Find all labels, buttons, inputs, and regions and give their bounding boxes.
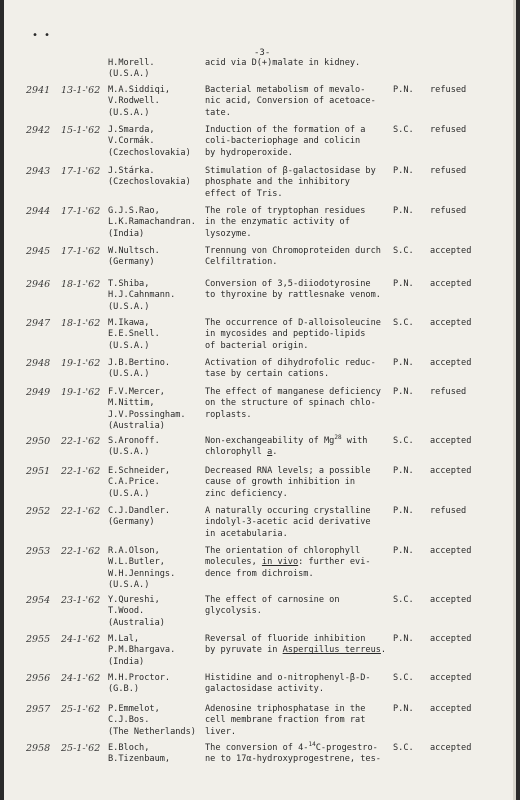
entry-number: 2949 xyxy=(26,387,51,398)
title-text: Activation of dihydrofolic reduc- xyxy=(205,358,376,368)
entry-category: S.C. xyxy=(393,318,414,328)
author-line: E.E.Snell. xyxy=(108,329,160,340)
title-text: nic acid, Conversion of acetoace- xyxy=(205,96,376,107)
author-line: M.Ikawa, xyxy=(108,318,150,328)
author-line: W.H.Jennings. xyxy=(108,568,176,579)
entry-number: 2951 xyxy=(26,466,51,477)
title-line xyxy=(205,58,360,69)
entry-title xyxy=(205,506,371,540)
entry-title xyxy=(205,246,381,269)
title-text: roplasts. xyxy=(205,409,252,420)
entry-number: 2953 xyxy=(26,546,51,557)
title-text: chlorophyll a. xyxy=(205,447,278,458)
entry-title xyxy=(205,58,360,69)
author-line: J.Stárka. xyxy=(108,166,155,176)
entry-authors xyxy=(108,436,160,459)
title-text: to thyroxine by rattlesnake venom. xyxy=(205,290,381,301)
entry-title xyxy=(205,704,365,738)
title-text: by hydroperoxide. xyxy=(205,147,293,158)
title-text: effect of Tris. xyxy=(205,188,283,199)
author-line: (U.S.A.) xyxy=(108,107,150,118)
entry-title xyxy=(205,358,376,381)
title-text: ne to 17α-hydroxyprogestrene, tes- xyxy=(205,754,381,765)
title-line xyxy=(205,489,371,500)
title-line xyxy=(205,436,367,447)
title-line xyxy=(205,358,376,369)
author-line: W.Nultsch. xyxy=(108,246,160,256)
entry-category: P.N. xyxy=(393,634,414,644)
entry-authors xyxy=(108,58,155,81)
entry-title xyxy=(205,634,386,657)
author-line: Y.Qureshi, xyxy=(108,595,160,605)
title-text: glycolysis. xyxy=(205,606,262,617)
author-line: (Germany) xyxy=(108,517,155,528)
entry-title xyxy=(205,673,371,696)
entry-category: S.C. xyxy=(393,436,414,446)
entry-authors xyxy=(108,125,191,159)
entry-date: 19-1-'62 xyxy=(61,387,101,398)
title-text: galactosidase activity. xyxy=(205,684,324,695)
entry-number: 2954 xyxy=(26,595,51,606)
title-text: Celfiltration. xyxy=(205,257,278,268)
title-text: The effect of carnosine on xyxy=(205,595,340,605)
corner-marks: • • xyxy=(32,30,51,41)
entry-date: 18-1-'62 xyxy=(61,318,101,329)
title-text: on the structure of spinach chlo- xyxy=(205,398,376,409)
title-text: dence from dichroism. xyxy=(205,568,314,579)
title-line xyxy=(205,673,371,684)
author-line: M.Lal, xyxy=(108,634,140,644)
entry-title xyxy=(205,546,371,580)
entry-authors xyxy=(108,387,186,433)
title-line xyxy=(205,743,381,754)
entry-title xyxy=(205,125,365,159)
author-line: H.Morell. xyxy=(108,58,155,68)
entry-number: 2958 xyxy=(26,743,51,754)
title-line xyxy=(205,329,381,340)
title-line xyxy=(205,506,371,517)
author-line: (Australia) xyxy=(108,421,165,432)
entry-authors xyxy=(108,206,196,240)
superscript: 14 xyxy=(308,741,316,749)
title-line xyxy=(205,177,376,188)
author-line: P.M.Bhargava. xyxy=(108,645,176,656)
title-line xyxy=(205,410,381,421)
document-page xyxy=(4,0,516,800)
author-line: (Czechoslovakia) xyxy=(108,147,191,158)
title-text: liver. xyxy=(205,726,237,737)
entry-category: S.C. xyxy=(393,246,414,256)
author-line: (U.S.A.) xyxy=(108,447,150,458)
entry-date: 22-1-'62 xyxy=(61,436,101,447)
entry-date: 17-1-'62 xyxy=(61,206,101,217)
entry-title xyxy=(205,206,365,240)
title-text: Stimulation of β-galactosidase by xyxy=(205,166,376,176)
entry-date: 17-1-'62 xyxy=(61,246,101,257)
title-text: in acetabularia. xyxy=(205,528,288,539)
entry-title xyxy=(205,466,371,500)
title-text: lysozyme. xyxy=(205,228,252,239)
title-line xyxy=(205,369,376,380)
title-text: molecules, in vivo: further evi- xyxy=(205,557,371,568)
author-line: C.A.Price. xyxy=(108,477,160,488)
author-line: (India) xyxy=(108,656,145,667)
title-line xyxy=(205,279,381,290)
entry-title xyxy=(205,279,381,302)
entry-date: 18-1-'62 xyxy=(61,279,101,290)
entry-status: refused xyxy=(430,166,467,176)
title-line xyxy=(205,148,365,159)
author-line: (U.S.A.) xyxy=(108,301,150,312)
entry-status: accepted xyxy=(430,279,472,289)
title-text: zinc deficiency. xyxy=(205,488,288,499)
entry-category: P.N. xyxy=(393,704,414,714)
entry-status: accepted xyxy=(430,704,472,714)
title-line xyxy=(205,684,371,695)
title-line xyxy=(205,466,371,477)
entry-category: P.N. xyxy=(393,506,414,516)
author-line: M.Nittim, xyxy=(108,398,155,409)
entry-authors xyxy=(108,743,170,766)
entry-date: 22-1-'62 xyxy=(61,466,101,477)
entry-status: accepted xyxy=(430,743,472,753)
title-line xyxy=(205,398,381,409)
underlined-term: Aspergillus terreus xyxy=(282,645,381,656)
entry-date: 15-1-'62 xyxy=(61,125,101,136)
entry-category: P.N. xyxy=(393,358,414,368)
entry-authors xyxy=(108,85,170,119)
title-text: in mycosides and peptido-lipids xyxy=(205,329,366,340)
entry-title xyxy=(205,595,340,618)
title-line xyxy=(205,189,376,200)
entry-authors xyxy=(108,246,160,269)
author-line: (India) xyxy=(108,228,145,239)
title-line xyxy=(205,634,386,645)
entry-status: accepted xyxy=(430,358,472,368)
entry-status: accepted xyxy=(430,436,472,446)
entry-status: accepted xyxy=(430,546,472,556)
title-text: Adenosine triphosphatase in the xyxy=(205,704,366,714)
entry-category: P.N. xyxy=(393,387,414,397)
author-line: C.J.Bos. xyxy=(108,715,150,726)
entry-title xyxy=(205,387,381,421)
title-text: Trennung von Chromoproteiden durch xyxy=(205,246,381,256)
title-line xyxy=(205,517,371,528)
author-line: (Czechoslovakia) xyxy=(108,177,191,188)
author-line: H.J.Cahnmann. xyxy=(108,290,176,301)
title-line xyxy=(205,290,381,301)
author-line: B.Tizenbaum, xyxy=(108,754,171,765)
author-line: L.K.Ramachandran. xyxy=(108,217,196,228)
title-text: indolyl-3-acetic acid derivative xyxy=(205,517,371,528)
entry-status: refused xyxy=(430,125,467,135)
author-line: (U.S.A.) xyxy=(108,340,150,351)
title-text: The effect of manganese deficiency xyxy=(205,387,381,397)
author-line: F.V.Mercer, xyxy=(108,387,165,397)
entry-authors xyxy=(108,166,191,189)
entry-authors xyxy=(108,595,165,629)
entry-status: refused xyxy=(430,387,467,397)
entry-number: 2952 xyxy=(26,506,51,517)
author-line: (G.B.) xyxy=(108,684,140,695)
author-line: R.A.Olson, xyxy=(108,546,160,556)
entry-number: 2942 xyxy=(26,125,51,136)
title-line xyxy=(205,529,371,540)
entry-category: S.C. xyxy=(393,125,414,135)
title-text: Histidine and o-nitrophenyl-β-D- xyxy=(205,673,371,683)
entry-title xyxy=(205,436,367,459)
title-line xyxy=(205,477,371,488)
title-line xyxy=(205,246,381,257)
title-line xyxy=(205,715,365,726)
title-line xyxy=(205,318,381,329)
title-line xyxy=(205,136,365,147)
title-text: cause of growth inhibition in xyxy=(205,477,356,488)
entry-category: P.N. xyxy=(393,85,414,95)
title-line xyxy=(205,96,376,107)
entry-category: P.N. xyxy=(393,546,414,556)
entry-title xyxy=(205,166,376,200)
entry-title xyxy=(205,743,381,766)
title-line xyxy=(205,754,381,765)
title-line xyxy=(205,557,371,568)
entry-date: 25-1-'62 xyxy=(61,704,101,715)
entry-authors xyxy=(108,506,170,529)
author-line: (The Netherlands) xyxy=(108,726,196,737)
entry-date: 24-1-'62 xyxy=(61,673,101,684)
entry-date: 22-1-'62 xyxy=(61,506,101,517)
entry-date: 13-1-'62 xyxy=(61,85,101,96)
entry-status: refused xyxy=(430,506,467,516)
title-line xyxy=(205,257,381,268)
entry-category: P.N. xyxy=(393,206,414,216)
author-line: P.Emmelot, xyxy=(108,704,160,714)
author-line: T.Shiba, xyxy=(108,279,150,289)
entry-date: 23-1-'62 xyxy=(61,595,101,606)
entry-number: 2943 xyxy=(26,166,51,177)
title-text: cell membrane fraction from rat xyxy=(205,715,366,726)
author-line: J.Smarda, xyxy=(108,125,155,135)
entry-date: 22-1-'62 xyxy=(61,546,101,557)
title-text: A naturally occuring crystalline xyxy=(205,506,371,516)
entry-authors xyxy=(108,673,170,696)
title-line xyxy=(205,85,376,96)
title-text: C-progestro- xyxy=(315,743,378,753)
title-text: acid via D(+)malate in kidney. xyxy=(205,58,361,68)
entry-authors xyxy=(108,546,175,592)
entry-number: 2944 xyxy=(26,206,51,217)
superscript: 28 xyxy=(334,434,342,442)
title-text: with xyxy=(341,436,368,446)
author-line: J.V.Possingham. xyxy=(108,409,186,420)
title-line xyxy=(205,704,365,715)
title-line xyxy=(205,166,376,177)
title-text: tate. xyxy=(205,107,231,118)
entry-title xyxy=(205,318,381,352)
author-line: (U.S.A.) xyxy=(108,69,150,80)
title-text: The occurrence of D-alloisoleucine xyxy=(205,318,381,328)
title-text: The role of tryptophan residues xyxy=(205,206,366,216)
title-line xyxy=(205,546,371,557)
underlined-term: in vivo xyxy=(261,557,299,568)
title-line xyxy=(205,341,381,352)
entry-number: 2957 xyxy=(26,704,51,715)
author-line: V.Rodwell. xyxy=(108,96,160,107)
title-text: Decreased RNA levels; a possible xyxy=(205,466,371,476)
title-text: phosphate and the inhibitory xyxy=(205,177,350,188)
author-line: (U.S.A.) xyxy=(108,580,150,591)
author-line: (U.S.A.) xyxy=(108,369,150,380)
entry-date: 24-1-'62 xyxy=(61,634,101,645)
entry-category: S.C. xyxy=(393,595,414,605)
author-line: J.B.Bertino. xyxy=(108,358,171,368)
author-line: E.Schneider, xyxy=(108,466,171,476)
author-line: W.L.Butler, xyxy=(108,557,165,568)
title-line xyxy=(205,595,340,606)
title-line xyxy=(205,447,367,458)
title-line xyxy=(205,645,386,656)
entry-category: P.N. xyxy=(393,466,414,476)
entry-number: 2955 xyxy=(26,634,51,645)
entry-authors xyxy=(108,466,170,500)
title-line xyxy=(205,108,376,119)
author-line: S.Aronoff. xyxy=(108,436,160,446)
title-line xyxy=(205,229,365,240)
entry-number: 2946 xyxy=(26,279,51,290)
entry-authors xyxy=(108,704,196,738)
author-line: M.H.Proctor. xyxy=(108,673,171,683)
title-text: Reversal of fluoride inhibition xyxy=(205,634,366,644)
entry-number: 2956 xyxy=(26,673,51,684)
entry-status: accepted xyxy=(430,673,472,683)
entry-date: 19-1-'62 xyxy=(61,358,101,369)
entry-status: refused xyxy=(430,85,467,95)
author-line: (Australia) xyxy=(108,617,165,628)
entry-number: 2947 xyxy=(26,318,51,329)
entry-status: refused xyxy=(430,206,467,216)
entry-number: 2945 xyxy=(26,246,51,257)
title-text: Bacterial metabolism of mevalo- xyxy=(205,85,366,95)
title-text: Non-exchangeability of Mg xyxy=(205,436,335,446)
title-line xyxy=(205,125,365,136)
title-line xyxy=(205,569,371,580)
entry-date: 17-1-'62 xyxy=(61,166,101,177)
author-line: T.Wood. xyxy=(108,606,145,617)
title-line xyxy=(205,606,340,617)
title-line xyxy=(205,727,365,738)
title-text: of bacterial origin. xyxy=(205,340,309,351)
entry-date: 25-1-'62 xyxy=(61,743,101,754)
author-line: V.Cormák. xyxy=(108,136,155,147)
author-line: (Germany) xyxy=(108,257,155,268)
author-line: G.J.S.Rao, xyxy=(108,206,160,216)
title-text: The orientation of chlorophyll xyxy=(205,546,361,556)
entry-status: accepted xyxy=(430,246,472,256)
entry-authors xyxy=(108,279,175,313)
entry-authors xyxy=(108,318,160,352)
title-text: by pyruvate in Aspergillus terreus. xyxy=(205,645,387,656)
entry-category: S.C. xyxy=(393,673,414,683)
author-line: (U.S.A.) xyxy=(108,488,150,499)
entry-number: 2950 xyxy=(26,436,51,447)
entry-status: accepted xyxy=(430,634,472,644)
entry-status: accepted xyxy=(430,466,472,476)
entry-category: S.C. xyxy=(393,743,414,753)
title-text: coli-bacteriophage and colicin xyxy=(205,136,361,147)
page-edge xyxy=(513,0,516,800)
title-line xyxy=(205,387,381,398)
title-text: tase by certain cations. xyxy=(205,369,330,380)
entry-authors xyxy=(108,634,175,668)
title-text: The conversion of 4- xyxy=(205,743,309,753)
entry-title xyxy=(205,85,376,119)
entry-authors xyxy=(108,358,170,381)
title-text: Conversion of 3,5-diiodotyrosine xyxy=(205,279,371,289)
title-text: Induction of the formation of a xyxy=(205,125,366,135)
entry-status: accepted xyxy=(430,318,472,328)
title-line xyxy=(205,206,365,217)
title-line xyxy=(205,217,365,228)
entry-number: 2948 xyxy=(26,358,51,369)
author-line: E.Bloch, xyxy=(108,743,150,753)
entry-number: 2941 xyxy=(26,85,51,96)
entry-status: accepted xyxy=(430,595,472,605)
author-line: M.A.Siddiqi, xyxy=(108,85,171,95)
author-line: C.J.Dandler. xyxy=(108,506,171,516)
underlined-term: a xyxy=(267,447,273,458)
page-number: -3- xyxy=(254,48,271,58)
entry-category: P.N. xyxy=(393,166,414,176)
title-text: in the enzymatic activity of xyxy=(205,217,350,228)
entry-category: P.N. xyxy=(393,279,414,289)
